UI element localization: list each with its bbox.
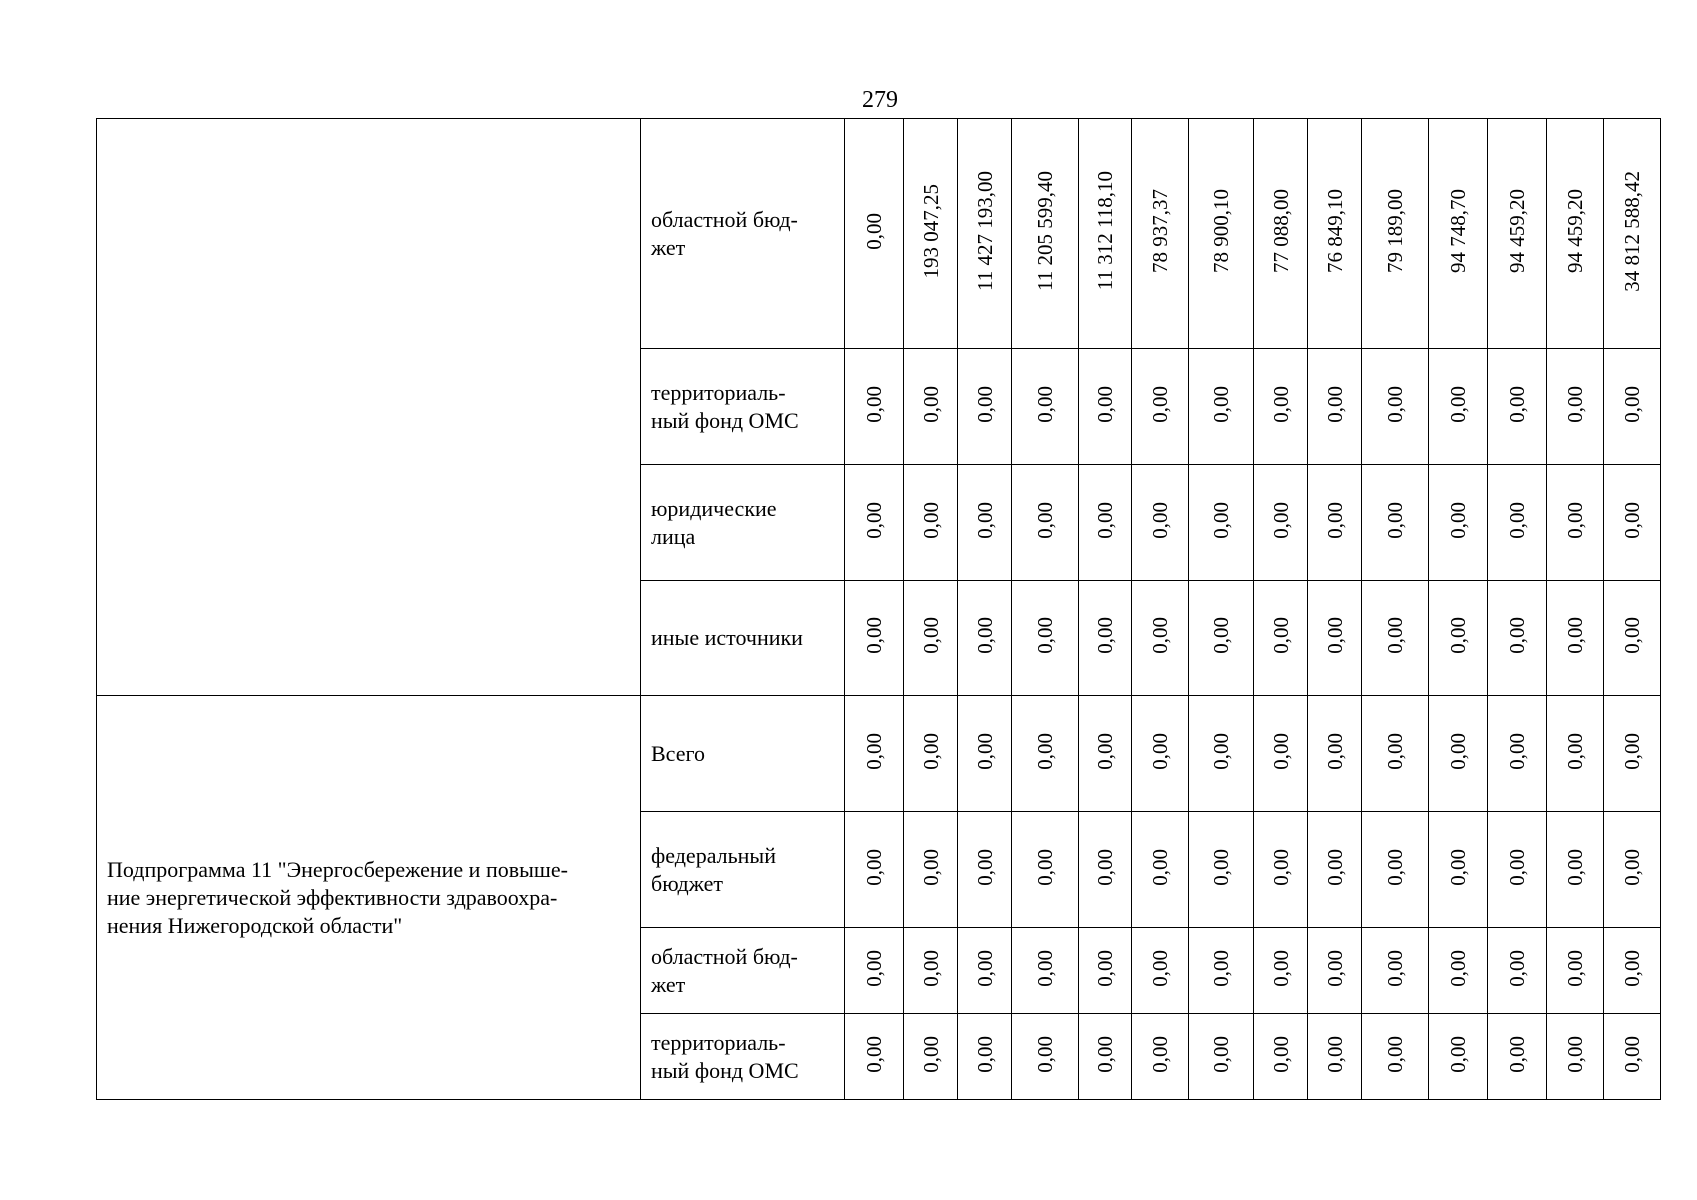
value-cell: [845, 928, 904, 1014]
value-text: 193 047,25: [918, 183, 943, 279]
value-text: 0,00: [1268, 501, 1293, 539]
value-text: 0,00: [1383, 732, 1407, 770]
value-cell: [958, 465, 1012, 581]
value-text: 0,00: [1620, 617, 1644, 654]
value-text: 0,00: [1620, 385, 1644, 423]
value-text: 0,00: [1620, 949, 1644, 987]
value-cell: [1308, 928, 1362, 1014]
value-cell: [1429, 928, 1488, 1014]
value-text: 0,00: [972, 617, 997, 654]
value-cell: [845, 812, 904, 928]
value-cell: [1429, 349, 1488, 465]
value-cell: [1308, 581, 1362, 696]
value-cell: [904, 119, 958, 349]
value-cell: [958, 581, 1012, 696]
value-cell: [1488, 928, 1547, 1014]
table-row: [97, 119, 1661, 349]
value-text: 0,00: [1268, 949, 1293, 987]
value-text: 0,00: [1620, 1035, 1644, 1073]
value-cell: [904, 696, 958, 812]
value-text: 0,00: [1209, 732, 1233, 770]
value-cell: [1132, 119, 1189, 349]
funding-source-cell: территориаль- ный фонд ОМС: [641, 349, 845, 465]
value-text: 0,00: [1563, 385, 1587, 423]
value-cell: [1429, 812, 1488, 928]
value-text: 0,00: [1209, 617, 1233, 654]
value-text: 79 189,00: [1383, 189, 1407, 273]
value-cell: [1488, 812, 1547, 928]
budget-table: [96, 118, 1661, 1100]
value-text: 0,00: [1093, 385, 1117, 423]
value-text: 0,00: [1209, 1035, 1233, 1073]
value-text: 0,00: [1093, 949, 1117, 987]
value-text: 0,00: [1093, 1035, 1117, 1073]
value-text: 0,00: [972, 385, 997, 423]
value-cell: [1362, 581, 1429, 696]
value-cell: [1079, 696, 1132, 812]
value-cell: [1362, 349, 1429, 465]
value-text: 0,00: [972, 1035, 997, 1073]
value-text: 76 849,10: [1322, 189, 1347, 273]
value-cell: [904, 928, 958, 1014]
value-cell: [1604, 1014, 1661, 1100]
value-cell: [1132, 928, 1189, 1014]
value-cell: [1132, 696, 1189, 812]
value-cell: [1488, 1014, 1547, 1100]
value-text: 0,00: [918, 617, 943, 654]
value-text: 0,00: [1322, 732, 1347, 770]
value-text: 11 312 118,10: [1093, 171, 1117, 291]
value-text: 0,00: [1148, 501, 1172, 539]
value-cell: [1308, 349, 1362, 465]
value-text: 0,00: [1505, 1035, 1529, 1073]
value-text: 0,00: [1383, 617, 1407, 654]
value-text: 0,00: [1322, 617, 1347, 654]
value-text: 0,00: [1322, 848, 1347, 886]
value-cell: [1604, 465, 1661, 581]
value-text: 0,00: [918, 732, 943, 770]
value-text: 77 088,00: [1268, 189, 1293, 273]
value-text: 0,00: [1446, 617, 1470, 654]
value-text: 0,00: [1620, 848, 1644, 886]
value-cell: [1362, 812, 1429, 928]
value-text: 94 748,70: [1446, 189, 1470, 273]
value-cell: [1604, 119, 1661, 349]
value-cell: [1604, 812, 1661, 928]
value-cell: [1132, 1014, 1189, 1100]
value-text: 0,00: [1209, 385, 1233, 423]
funding-source-cell: территориаль- ный фонд ОМС: [641, 1014, 845, 1100]
value-text: 11 205 599,40: [1033, 171, 1057, 291]
funding-source-cell: Всего: [641, 696, 845, 812]
value-cell: [1308, 119, 1362, 349]
value-cell: [904, 1014, 958, 1100]
value-cell: [1189, 119, 1254, 349]
value-cell: [1189, 696, 1254, 812]
funding-source-cell: юридические лица: [641, 465, 845, 581]
value-cell: [1189, 465, 1254, 581]
value-cell: [845, 581, 904, 696]
value-text: 0,00: [862, 949, 886, 987]
value-text: 0,00: [1209, 949, 1233, 987]
value-text: 78 900,10: [1209, 189, 1233, 273]
value-cell: [1547, 1014, 1604, 1100]
value-text: 0,00: [1268, 732, 1293, 770]
value-text: 0,00: [972, 732, 997, 770]
value-cell: [1012, 349, 1079, 465]
value-cell: [1488, 581, 1547, 696]
value-cell: [1012, 465, 1079, 581]
value-text: 0,00: [972, 848, 997, 886]
value-text: 0,00: [1093, 501, 1117, 539]
value-text: 0,00: [1563, 501, 1587, 539]
value-cell: [904, 465, 958, 581]
value-cell: [958, 119, 1012, 349]
value-text: 0,00: [1148, 1035, 1172, 1073]
value-cell: [904, 812, 958, 928]
value-cell: [904, 581, 958, 696]
value-text: 0,00: [1383, 949, 1407, 987]
value-text: 0,00: [1563, 617, 1587, 654]
table-row: [97, 696, 1661, 812]
value-cell: [1079, 1014, 1132, 1100]
value-text: 0,00: [1148, 617, 1172, 654]
value-cell: [1604, 928, 1661, 1014]
value-cell: [1079, 465, 1132, 581]
value-cell: [1488, 465, 1547, 581]
value-cell: [1308, 812, 1362, 928]
value-text: 0,00: [1446, 385, 1470, 423]
value-text: 0,00: [1268, 617, 1293, 654]
value-text: 0,00: [1093, 617, 1117, 654]
value-cell: [845, 119, 904, 349]
value-text: 0,00: [1148, 385, 1172, 423]
value-text: 0,00: [1322, 501, 1347, 539]
value-text: 0,00: [862, 732, 886, 770]
value-cell: [1488, 349, 1547, 465]
value-cell: [1132, 812, 1189, 928]
program-name-cell: [97, 119, 641, 696]
value-text: 0,00: [918, 501, 943, 539]
value-cell: [1604, 581, 1661, 696]
value-text: 0,00: [862, 385, 886, 423]
value-text: 0,00: [1563, 732, 1587, 770]
value-cell: [1189, 581, 1254, 696]
value-cell: [1429, 696, 1488, 812]
value-text: 0,00: [1505, 949, 1529, 987]
value-text: 0,00: [1505, 732, 1529, 770]
value-cell: [1429, 581, 1488, 696]
value-cell: [845, 349, 904, 465]
value-cell: [1079, 349, 1132, 465]
value-cell: [1132, 465, 1189, 581]
value-text: 0,00: [1383, 501, 1407, 539]
value-cell: [1132, 581, 1189, 696]
value-cell: [1012, 812, 1079, 928]
value-cell: [1429, 1014, 1488, 1100]
value-text: 0,00: [1033, 617, 1057, 654]
page-number: 279: [862, 87, 898, 113]
value-cell: [1012, 928, 1079, 1014]
value-text: 0,00: [972, 949, 997, 987]
value-text: 0,00: [1033, 732, 1057, 770]
value-text: 0,00: [918, 949, 943, 987]
value-text: 0,00: [972, 501, 997, 539]
value-cell: [1488, 119, 1547, 349]
value-cell: [1547, 812, 1604, 928]
value-cell: [1547, 119, 1604, 349]
value-cell: [958, 812, 1012, 928]
value-cell: [1488, 696, 1547, 812]
value-text: 0,00: [862, 617, 886, 654]
value-text: 0,00: [1033, 848, 1057, 886]
value-text: 0,00: [1620, 501, 1644, 539]
value-cell: [1429, 119, 1488, 349]
value-cell: [1079, 581, 1132, 696]
value-cell: [1254, 696, 1308, 812]
value-cell: [958, 349, 1012, 465]
value-cell: [1079, 119, 1132, 349]
value-cell: [1362, 465, 1429, 581]
value-text: 34 812 588,42: [1620, 170, 1644, 292]
value-cell: [1362, 928, 1429, 1014]
value-text: 94 459,20: [1563, 189, 1587, 273]
program-name-cell: Подпрограмма 11 "Энергосбережение и повыше- ние энергетической эффективности здравоохра- нения Нижегородской области": [97, 696, 641, 1100]
value-text: 0,00: [1446, 501, 1470, 539]
value-text: 0,00: [1563, 949, 1587, 987]
value-text: 0,00: [1148, 732, 1172, 770]
value-cell: [1132, 349, 1189, 465]
value-cell: [1079, 812, 1132, 928]
value-cell: [958, 696, 1012, 812]
funding-source-cell: иные источники: [641, 581, 845, 696]
value-text: 0,00: [1033, 385, 1057, 423]
value-cell: [1189, 812, 1254, 928]
value-text: 0,00: [1383, 848, 1407, 886]
value-text: 0,00: [1033, 1035, 1057, 1073]
funding-source-cell: федеральный бюджет: [641, 812, 845, 928]
funding-source-cell: областной бюд- жет: [641, 928, 845, 1014]
value-text: 0,00: [1383, 385, 1407, 423]
value-cell: [1079, 928, 1132, 1014]
value-cell: [1254, 465, 1308, 581]
value-cell: [1429, 465, 1488, 581]
value-cell: [1012, 696, 1079, 812]
value-cell: [1547, 696, 1604, 812]
value-cell: [1012, 1014, 1079, 1100]
funding-source-cell: областной бюд- жет: [641, 119, 845, 349]
value-text: 0,00: [1033, 949, 1057, 987]
value-cell: [1254, 1014, 1308, 1100]
value-text: 0,00: [1505, 848, 1529, 886]
value-text: 0,00: [1563, 848, 1587, 886]
value-text: 0,00: [1505, 501, 1529, 539]
value-cell: [1254, 119, 1308, 349]
value-text: 0,00: [1209, 848, 1233, 886]
value-cell: [958, 928, 1012, 1014]
value-text: 78 937,37: [1148, 189, 1172, 273]
value-cell: [1308, 465, 1362, 581]
value-text: 0,00: [862, 848, 886, 886]
value-cell: [958, 1014, 1012, 1100]
value-cell: [1362, 119, 1429, 349]
value-cell: [1189, 928, 1254, 1014]
value-cell: [1547, 928, 1604, 1014]
value-text: 0,00: [1033, 501, 1057, 539]
value-text: 0,00: [1446, 848, 1470, 886]
value-text: 0,00: [1446, 949, 1470, 987]
value-cell: [1189, 349, 1254, 465]
value-text: 0,00: [1620, 732, 1644, 770]
value-cell: [1308, 1014, 1362, 1100]
value-cell: [845, 696, 904, 812]
value-text: 0,00: [918, 1035, 943, 1073]
value-text: 0,00: [1505, 617, 1529, 654]
value-cell: [1547, 581, 1604, 696]
value-cell: [1254, 928, 1308, 1014]
value-cell: [1254, 581, 1308, 696]
value-text: 0,00: [918, 385, 943, 423]
value-cell: [1308, 696, 1362, 812]
value-cell: [1012, 581, 1079, 696]
value-text: 0,00: [1148, 848, 1172, 886]
value-text: 0,00: [1446, 732, 1470, 770]
value-cell: [1604, 349, 1661, 465]
value-cell: [1547, 465, 1604, 581]
value-text: 0,00: [862, 212, 886, 250]
value-text: 0,00: [1383, 1035, 1407, 1073]
value-text: 0,00: [1322, 385, 1347, 423]
value-text: 0,00: [1268, 848, 1293, 886]
value-text: 0,00: [1268, 385, 1293, 423]
value-text: 0,00: [1209, 501, 1233, 539]
value-cell: [904, 349, 958, 465]
value-cell: [1254, 349, 1308, 465]
value-cell: [1362, 1014, 1429, 1100]
value-cell: [1254, 812, 1308, 928]
value-cell: [1012, 119, 1079, 349]
value-text: 0,00: [1093, 732, 1117, 770]
value-text: 94 459,20: [1505, 189, 1529, 273]
value-cell: [1547, 349, 1604, 465]
value-cell: [845, 1014, 904, 1100]
value-text: 0,00: [918, 848, 943, 886]
value-text: 0,00: [1322, 949, 1347, 987]
value-text: 0,00: [1446, 1035, 1470, 1073]
value-cell: [845, 465, 904, 581]
value-text: 0,00: [1093, 848, 1117, 886]
value-cell: [1362, 696, 1429, 812]
value-text: 0,00: [1322, 1035, 1347, 1073]
value-cell: [1189, 1014, 1254, 1100]
value-text: 0,00: [1505, 385, 1529, 423]
value-text: 11 427 193,00: [972, 171, 997, 291]
value-text: 0,00: [862, 501, 886, 539]
value-text: 0,00: [1148, 949, 1172, 987]
value-text: 0,00: [1268, 1035, 1293, 1073]
value-text: 0,00: [1563, 1035, 1587, 1073]
value-text: 0,00: [862, 1035, 886, 1073]
value-cell: [1604, 696, 1661, 812]
